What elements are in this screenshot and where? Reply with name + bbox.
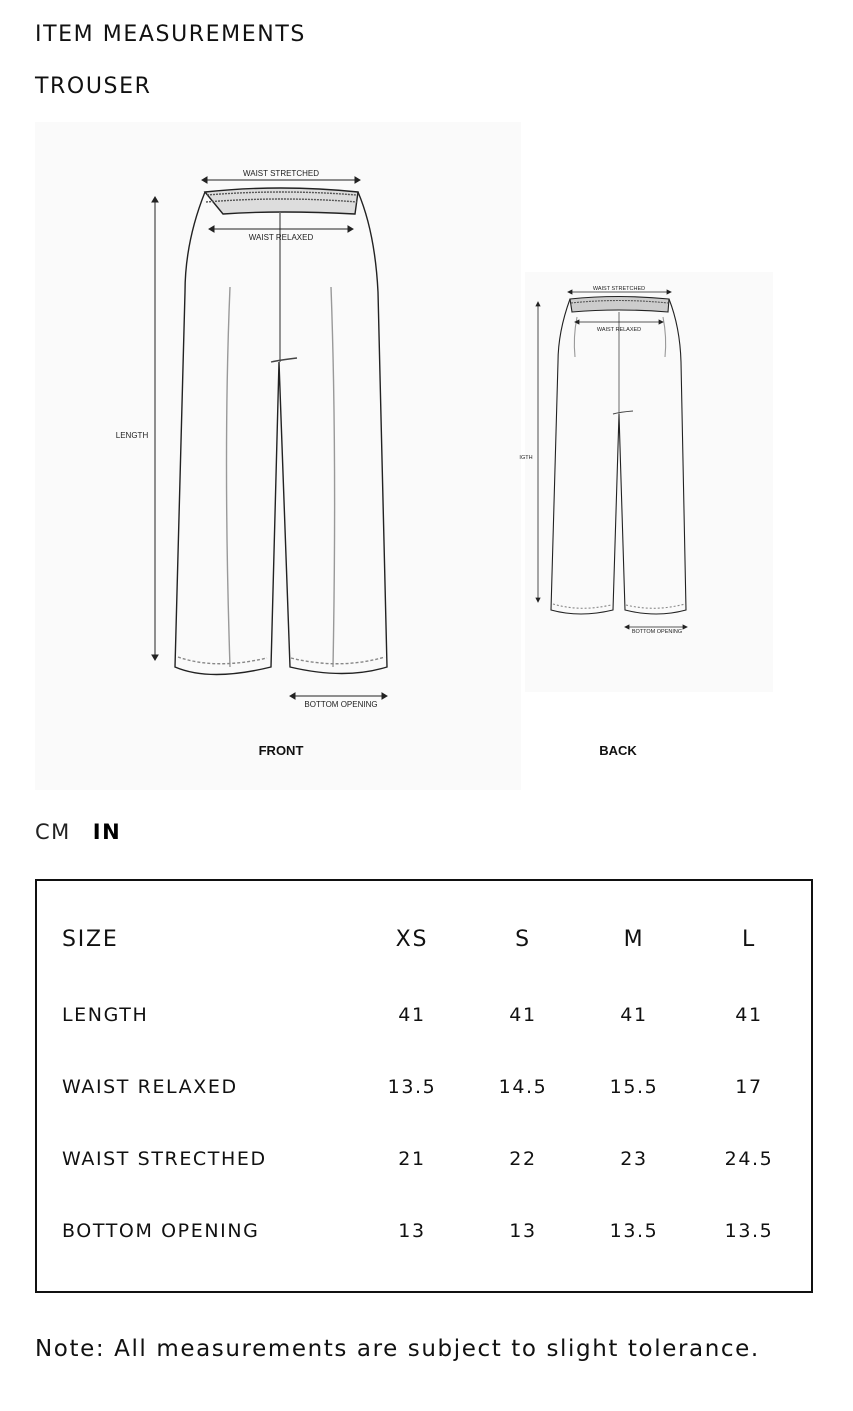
table-row <box>37 1139 811 1179</box>
table-cell: 41 <box>620 1004 648 1026</box>
table-cell: 13.5 <box>609 1220 659 1242</box>
table-cell: 41 <box>509 1004 537 1026</box>
size-chart-table <box>35 879 813 1293</box>
front-caption: FRONT <box>258 743 304 758</box>
table-row <box>37 995 811 1035</box>
table-cell: 21 <box>398 1148 426 1170</box>
unit-in-button[interactable]: IN <box>92 820 122 844</box>
table-cell: 41 <box>735 1004 763 1026</box>
size-xs-header: XS <box>395 927 429 952</box>
table-cell: 22 <box>509 1148 537 1170</box>
unit-cm-button[interactable]: CM <box>35 820 71 844</box>
size-header: SIZE <box>62 927 119 952</box>
front-diagram-panel <box>35 122 521 790</box>
back-waist-stretched-label: WAIST STRETCHED <box>592 286 646 292</box>
page-title: ITEM MEASUREMENTS <box>35 22 306 47</box>
unit-toggle <box>35 820 121 844</box>
row-label: WAIST STRECTHED <box>62 1148 267 1170</box>
table-cell: 14.5 <box>498 1076 548 1098</box>
size-m-header: M <box>623 927 645 952</box>
back-waist-relaxed-label: WAIST RELAXED <box>596 327 642 333</box>
front-waist-relaxed-label: WAIST RELAXED <box>248 233 314 242</box>
table-cell: 13.5 <box>387 1076 437 1098</box>
table-cell: 24.5 <box>724 1148 774 1170</box>
table-cell: 17 <box>735 1076 763 1098</box>
back-length-label: IGTH <box>519 455 533 461</box>
row-label: BOTTOM OPENING <box>62 1220 260 1242</box>
front-length-label: LENGTH <box>115 431 149 440</box>
table-cell: 13 <box>398 1220 426 1242</box>
table-header-row <box>37 920 811 960</box>
row-label: LENGTH <box>62 1004 149 1026</box>
back-caption: BACK <box>599 743 637 758</box>
front-waist-stretched-label: WAIST STRETCHED <box>242 169 320 178</box>
row-label: WAIST RELAXED <box>62 1076 238 1098</box>
front-bottom-opening-label: BOTTOM OPENING <box>304 700 378 709</box>
size-s-header: S <box>515 927 531 952</box>
size-l-header: L <box>741 927 757 952</box>
table-cell: 13 <box>509 1220 537 1242</box>
measurement-diagram <box>35 122 773 790</box>
table-cell: 15.5 <box>609 1076 659 1098</box>
table-cell: 41 <box>398 1004 426 1026</box>
back-bottom-opening-label: BOTTOM OPENING <box>631 629 683 635</box>
table-cell: 23 <box>620 1148 648 1170</box>
product-type-heading: TROUSER <box>35 74 152 99</box>
table-cell: 13.5 <box>724 1220 774 1242</box>
tolerance-note: Note: All measurements are subject to slight tolerance. <box>35 1336 760 1362</box>
table-row <box>37 1211 811 1251</box>
table-row <box>37 1067 811 1107</box>
